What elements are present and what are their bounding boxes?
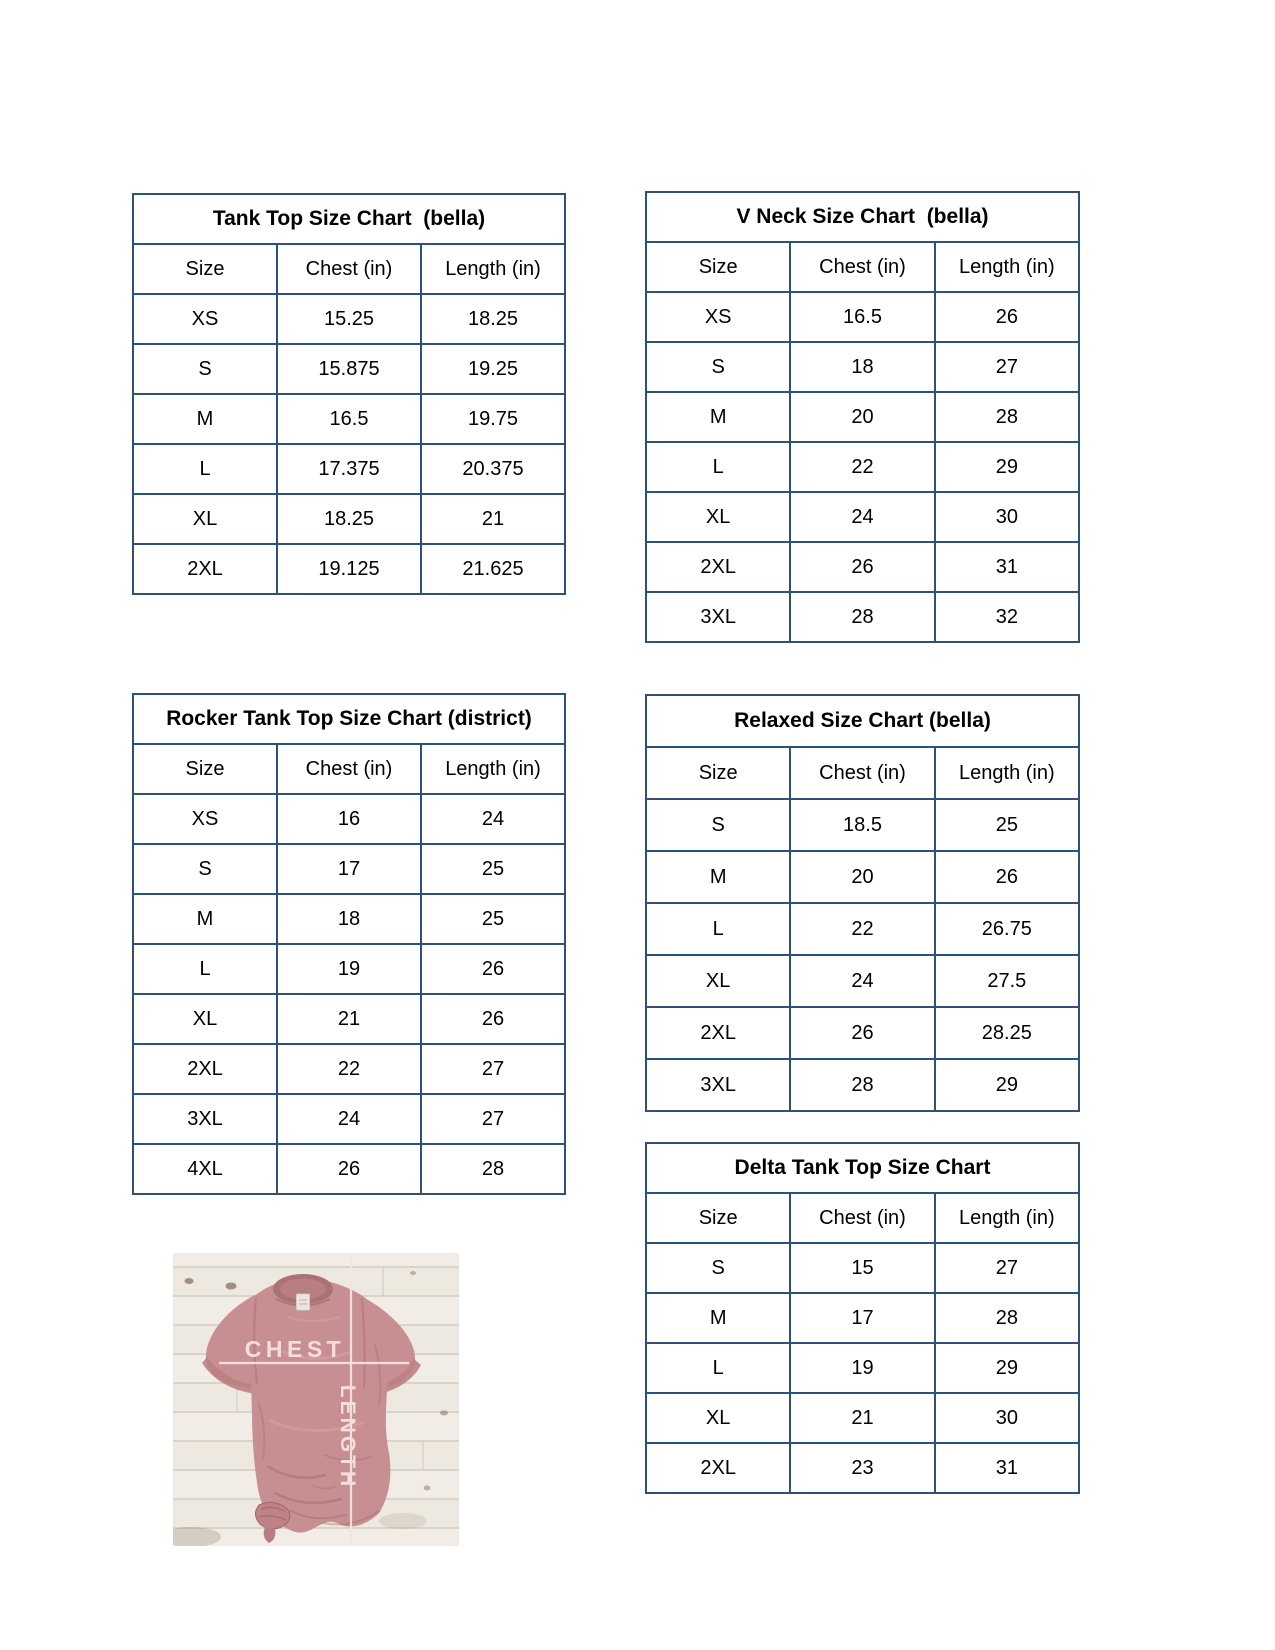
chest-cell: 24 [790, 955, 934, 1007]
table-header-row [646, 747, 1079, 799]
length-cell: 28.25 [935, 1007, 1079, 1059]
table-row [133, 844, 565, 894]
size-cell: 2XL [646, 1443, 790, 1493]
length-cell: 28 [421, 1144, 565, 1194]
tshirt-measurement-photo [173, 1253, 459, 1546]
table-row [133, 994, 565, 1044]
chest-cell: 19.125 [277, 544, 421, 594]
size-table-delta-tank-top [645, 1142, 1080, 1494]
length-cell: 21.625 [421, 544, 565, 594]
table-title-row [133, 694, 565, 744]
table-row [133, 294, 565, 344]
size-cell: 2XL [646, 1007, 790, 1059]
length-cell: 27 [935, 342, 1079, 392]
size-cell: L [646, 903, 790, 955]
size-table-v-neck-bella [645, 191, 1080, 643]
table-row [646, 1393, 1079, 1443]
size-cell: XL [646, 492, 790, 542]
chest-cell: 28 [790, 592, 934, 642]
table-rocker-tank-top-district [132, 693, 566, 1195]
chest-cell: 22 [790, 903, 934, 955]
size-cell: XL [133, 494, 277, 544]
length-cell: 19.25 [421, 344, 565, 394]
table-title: Tank Top Size Chart (bella) [133, 194, 565, 244]
column-header: Size [646, 242, 790, 292]
chest-label: CHEST [244, 1336, 346, 1362]
column-header: Length (in) [421, 744, 565, 794]
size-table-tank-top-bella [132, 193, 566, 595]
table-delta-tank-top [645, 1142, 1080, 1494]
length-cell: 32 [935, 592, 1079, 642]
table-row [133, 1044, 565, 1094]
chest-cell: 15.25 [277, 294, 421, 344]
chest-cell: 18 [277, 894, 421, 944]
table-row [646, 342, 1079, 392]
column-header: Chest (in) [277, 244, 421, 294]
size-table-rocker-tank-top-district [132, 693, 566, 1195]
table-title-row [133, 194, 565, 244]
size-cell: L [646, 442, 790, 492]
chest-cell: 26 [790, 542, 934, 592]
length-cell: 26 [421, 944, 565, 994]
table-row [646, 1243, 1079, 1293]
column-header: Length (in) [935, 242, 1079, 292]
table-row [133, 794, 565, 844]
size-cell: L [133, 444, 277, 494]
length-cell: 29 [935, 1059, 1079, 1111]
chest-cell: 17 [790, 1293, 934, 1343]
table-title-row [646, 192, 1079, 242]
chest-cell: 19 [790, 1343, 934, 1393]
length-cell: 24 [421, 794, 565, 844]
tshirt-photo-graphic [173, 1253, 459, 1546]
length-cell: 25 [421, 844, 565, 894]
size-cell: XS [646, 292, 790, 342]
chest-cell: 15.875 [277, 344, 421, 394]
size-cell: 3XL [133, 1094, 277, 1144]
column-header: Chest (in) [790, 242, 934, 292]
table-v-neck-bella [645, 191, 1080, 643]
length-label: LENGTH [336, 1384, 359, 1490]
chest-cell: 18.5 [790, 799, 934, 851]
size-cell: M [133, 894, 277, 944]
table-row [646, 1443, 1079, 1493]
chest-cell: 18 [790, 342, 934, 392]
chest-cell: 22 [277, 1044, 421, 1094]
length-cell: 30 [935, 492, 1079, 542]
size-cell: 3XL [646, 1059, 790, 1111]
column-header: Size [646, 747, 790, 799]
chest-cell: 26 [277, 1144, 421, 1194]
column-header: Size [646, 1193, 790, 1243]
table-row [646, 903, 1079, 955]
table-title: V Neck Size Chart (bella) [646, 192, 1079, 242]
table-title-row [646, 695, 1079, 747]
chest-cell: 18.25 [277, 494, 421, 544]
size-cell: 2XL [133, 1044, 277, 1094]
column-header: Chest (in) [790, 747, 934, 799]
table-row [646, 1293, 1079, 1343]
length-cell: 25 [935, 799, 1079, 851]
table-row [646, 392, 1079, 442]
size-cell: 4XL [133, 1144, 277, 1194]
table-row [646, 1343, 1079, 1393]
length-cell: 31 [935, 1443, 1079, 1493]
chest-cell: 17.375 [277, 444, 421, 494]
table-row [646, 292, 1079, 342]
table-row [133, 894, 565, 944]
table-row [133, 1094, 565, 1144]
size-cell: S [133, 844, 277, 894]
table-title: Relaxed Size Chart (bella) [646, 695, 1079, 747]
table-row [133, 1144, 565, 1194]
length-cell: 25 [421, 894, 565, 944]
torso [251, 1278, 391, 1533]
column-header: Length (in) [935, 747, 1079, 799]
size-cell: L [133, 944, 277, 994]
column-header: Length (in) [935, 1193, 1079, 1243]
table-row [133, 944, 565, 994]
size-cell: 3XL [646, 592, 790, 642]
table-row [646, 592, 1079, 642]
size-cell: XS [133, 794, 277, 844]
table-row [646, 442, 1079, 492]
length-cell: 27 [421, 1094, 565, 1144]
table-row [133, 394, 565, 444]
length-cell: 27 [421, 1044, 565, 1094]
size-cell: S [646, 799, 790, 851]
chest-cell: 20 [790, 392, 934, 442]
length-cell: 26 [935, 292, 1079, 342]
chest-cell: 16.5 [277, 394, 421, 444]
table-row [646, 955, 1079, 1007]
neck-tag [297, 1294, 310, 1310]
chest-cell: 16 [277, 794, 421, 844]
length-cell: 18.25 [421, 294, 565, 344]
size-cell: XL [133, 994, 277, 1044]
length-cell: 26 [421, 994, 565, 1044]
size-cell: XS [133, 294, 277, 344]
size-cell: M [133, 394, 277, 444]
size-cell: L [646, 1343, 790, 1393]
table-tank-top-bella [132, 193, 566, 595]
table-header-row [646, 1193, 1079, 1243]
length-cell: 28 [935, 1293, 1079, 1343]
table-row [646, 542, 1079, 592]
table-row [133, 544, 565, 594]
column-header: Chest (in) [790, 1193, 934, 1243]
table-row [646, 851, 1079, 903]
chest-cell: 23 [790, 1443, 934, 1493]
length-cell: 27.5 [935, 955, 1079, 1007]
size-cell: 2XL [646, 542, 790, 592]
chest-cell: 24 [277, 1094, 421, 1144]
length-cell: 30 [935, 1393, 1079, 1443]
size-table-relaxed-bella [645, 694, 1080, 1112]
table-row [133, 494, 565, 544]
table-row [646, 492, 1079, 542]
table-title: Delta Tank Top Size Chart [646, 1143, 1079, 1193]
table-row [646, 1059, 1079, 1111]
length-cell: 28 [935, 392, 1079, 442]
column-header: Chest (in) [277, 744, 421, 794]
length-cell: 20.375 [421, 444, 565, 494]
length-cell: 29 [935, 1343, 1079, 1393]
chest-cell: 16.5 [790, 292, 934, 342]
size-cell: S [646, 1243, 790, 1293]
table-header-row [133, 744, 565, 794]
size-cell: S [646, 342, 790, 392]
length-cell: 21 [421, 494, 565, 544]
column-header: Size [133, 244, 277, 294]
size-cell: M [646, 851, 790, 903]
size-cell: M [646, 392, 790, 442]
table-relaxed-bella [645, 694, 1080, 1112]
table-title: Rocker Tank Top Size Chart (district) [133, 694, 565, 744]
length-cell: 31 [935, 542, 1079, 592]
size-cell: M [646, 1293, 790, 1343]
length-cell: 26 [935, 851, 1079, 903]
table-row [133, 344, 565, 394]
table-title-row [646, 1143, 1079, 1193]
column-header: Length (in) [421, 244, 565, 294]
table-row [133, 444, 565, 494]
table-header-row [133, 244, 565, 294]
column-header: Size [133, 744, 277, 794]
length-cell: 26.75 [935, 903, 1079, 955]
length-cell: 29 [935, 442, 1079, 492]
table-row [646, 799, 1079, 851]
chest-cell: 21 [790, 1393, 934, 1443]
chest-cell: 24 [790, 492, 934, 542]
size-cell: XL [646, 955, 790, 1007]
chest-cell: 28 [790, 1059, 934, 1111]
chest-cell: 26 [790, 1007, 934, 1059]
size-cell: 2XL [133, 544, 277, 594]
table-header-row [646, 242, 1079, 292]
chest-cell: 22 [790, 442, 934, 492]
size-cell: XL [646, 1393, 790, 1443]
size-cell: S [133, 344, 277, 394]
chest-cell: 17 [277, 844, 421, 894]
chest-cell: 21 [277, 994, 421, 1044]
length-cell: 27 [935, 1243, 1079, 1293]
chest-cell: 15 [790, 1243, 934, 1293]
table-row [646, 1007, 1079, 1059]
chest-cell: 19 [277, 944, 421, 994]
chest-cell: 20 [790, 851, 934, 903]
length-cell: 19.75 [421, 394, 565, 444]
